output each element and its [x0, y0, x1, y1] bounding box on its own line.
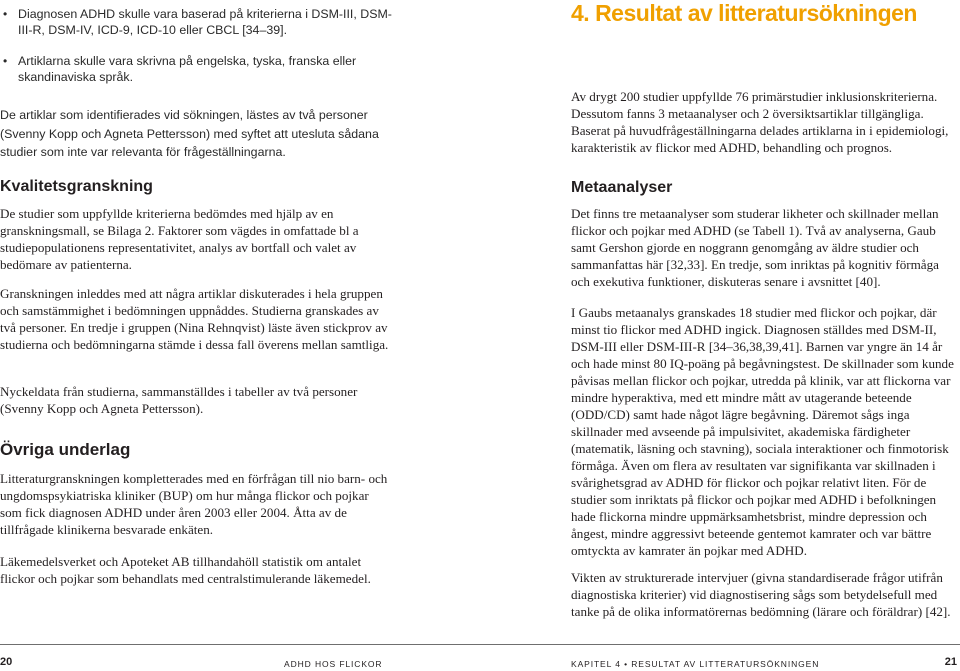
paragraph: I Gaubs metaanalys granskades 18 studier med flickor och pojkar, där minst tio flickor med ADHD ingick. Diagnosen ställdes med DSM-II, DSM-III eller DSM-III-R [34–36,38,39,41]. Barnen var yngre än 14 år och hade minst 80 IQ-poäng på begåvningstest. De skillnader som kunde påvisas mellan flickor och pojkar, utredda på klinik, var att flickorna var mindre hyperaktiva, med ett mindre mått av utagerande beteende (ODD/CD) samt hade något lägre begåvning. Däremot sågs inga skillnader med avseende på impulsivitet, akademiska färdigheter (matematik, läsning och stavning), sociala interaktioner och finmotorisk förmåga. Även om flera av resultaten var signifikanta var skillnaden i svårighetsgrad av ADHD för flickor och pojkar relativt liten. För de studier som inriktats på flickor och pojkar med ADHD i befolkningen hade flickorna mindre uppmärksamhetsbrist, mindre depression och ångest, mindre aggressivt beteende gentemot kamrater och var bättre omtyckta av kamrater än pojkar med ADHD.: [571, 305, 954, 558]
right-page-number: 21: [944, 656, 957, 668]
paragraph: Litteraturgranskningen kompletterades med en förfrågan till nio barn- och ungdomspsykiatriska kliniker (BUP) om hur många flickor och pojkar som fick diagnosen ADHD under åren 2003 eller 2004. Åtta av de tillfrågade klinikerna besvarade enkäten.: [0, 471, 388, 537]
criteria-list-bottom: [0, 53, 392, 85]
paragraph: Det finns tre metaanalyser som studerar likheter och skillnader mellan flickor och pojkar med ADHD (se Tabell 1). Två av analyserna, Gaub samt Gershon gjorde en noggrann genomgång av äldre studier och sammanfattas här [32,33]. En tredje, som inriktas på kognitiv förmåga och exekutiva funktioner, diskuteras senare i avsnittet [40].: [571, 206, 939, 289]
section-heading-kvalitetsgranskning: Kvalitetsgranskning: [0, 178, 153, 195]
paragraph: Läkemedelsverket och Apoteket AB tillhandahöll statistik om antalet flickor och pojkar som behandlats med centralstimulerande läkemedel.: [0, 554, 371, 586]
list-item: • Diagnosen ADHD skulle vara baserad på kriterierna i DSM-III, DSM-III-R, DSM-IV, ICD-9, ICD-10 eller CBCL [34–39].: [0, 6, 392, 38]
intro-paragraph: De artiklar som identifierades vid sökningen, lästes av två personer (Svenny Kopp och Agneta Pettersson) med syftet att utesluta sådana studier som inte var relevanta för frågeställningarna.: [0, 108, 379, 159]
paragraph: Nyckeldata från studierna, sammanställdes i tabeller av två personer (Svenny Kopp och Agneta Pettersson).: [0, 384, 358, 416]
section-heading-metaanalyser: Metaanalyser: [571, 179, 673, 196]
left-page-number: 20: [0, 656, 13, 668]
paragraph: De studier som uppfyllde kriterierna bedömdes med hjälp av en granskningsmall, se Bilaga 2. Faktorer som vägdes in omfattade bl a studiepopulationens representativitet, analys av bortfall och valet av bedömare av patienterna.: [0, 206, 359, 272]
paragraph: Vikten av strukturerade intervjuer (givna standardiserade frågor utifrån diagnostiska kriterier) vid diagnostisering sågs som betydelsefull med tanke på de olika informatörernas bedömning (lärare och föräldrar) [42].: [571, 570, 951, 619]
footer-rule: [0, 644, 960, 645]
left-running-title: ADHD HOS FLICKOR: [284, 659, 383, 669]
paragraph: Granskningen inleddes med att några artiklar diskuterades i hela gruppen och samstämmighet i bedömningen uppnåddes. Studierna granskades av två personer. En tredje i gruppen (Nina Rehnqvist) läste även stickprov av studierna och bedömningarna stämde i dessa fall överens mellan samtliga.: [0, 286, 389, 352]
criteria-list-top: [0, 6, 392, 38]
results-intro: Av drygt 200 studier uppfyllde 76 primärstudier inklusionskriterierna. Dessutom fanns 3 metaanalyser och 2 översiktsartiklar tillgängliga. Baserat på huvudfrågeställningarna delades artiklarna in i epidemiologi, karakteristik av flickor med ADHD, behandling och prognos.: [571, 89, 949, 155]
chapter-title: 4. Resultat av litteratursökningen: [571, 0, 917, 26]
right-running-title: KAPITEL 4 • RESULTAT AV LITTERATURSÖKNINGEN: [571, 659, 820, 669]
list-item: • Artiklarna skulle vara skrivna på engelska, tyska, franska eller skandinaviska språk.: [0, 53, 392, 85]
section-heading-ovriga-underlag: Övriga underlag: [0, 440, 131, 459]
